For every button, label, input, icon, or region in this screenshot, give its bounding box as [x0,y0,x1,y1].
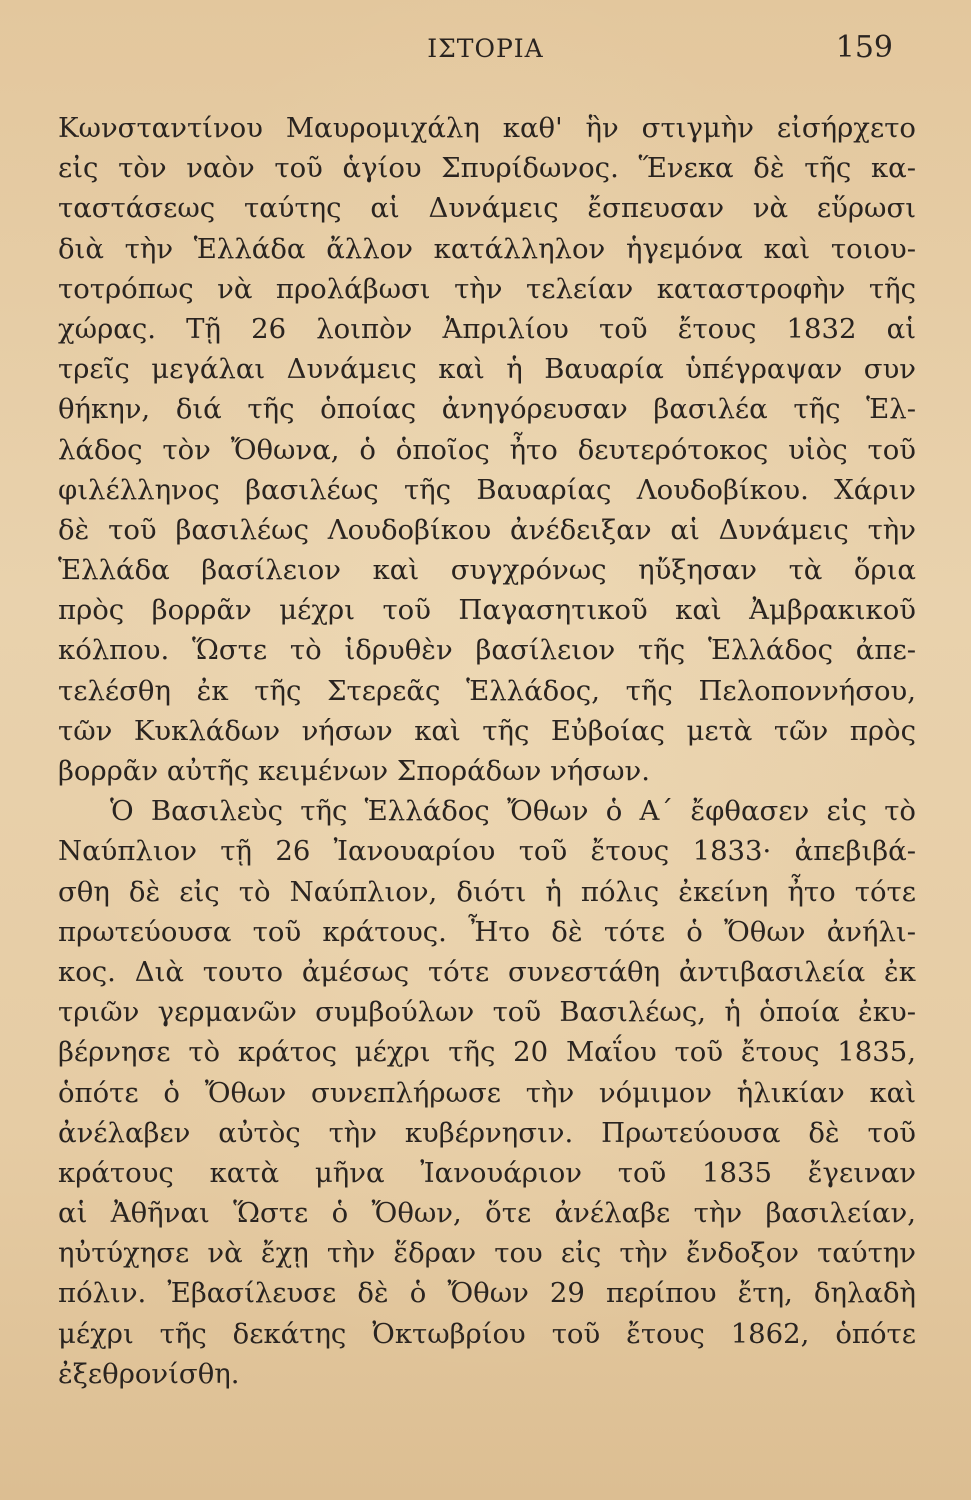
page-number: 159 [835,30,893,65]
text-line: πρωτεύουσα τοῦ κράτους. Ἦτο δὲ τότε ὁ Ὄθων ἀνήλι- [58,915,916,948]
text-line: αἱ Ἀθῆναι Ὥστε ὁ Ὄθων, ὅτε ἀνέλαβε τὴν βασιλείαν, [58,1197,916,1230]
text-line: χώρας. Τῇ 26 λοιπὸν Ἀπριλίου τοῦ ἔτους 1832 αἱ [58,312,916,345]
running-title: ΙΣΤΟΡΙΑ [427,34,544,63]
text-line: δὲ τοῦ βασιλέως Λουδοβίκου ἀνέδειξαν αἱ Δυνάμεις τὴν [58,513,916,546]
text-line: σθη δὲ εἰς τὸ Ναύπλιον, διότι ἡ πόλις ἐκείνη ἦτο τότε [58,875,916,908]
text-line: τρεῖς μεγάλαι Δυνάμεις καὶ ἡ Βαυαρία ὑπέγραψαν συν [58,353,916,386]
text-line: Κωνσταντίνου Μαυρομιχάλη καθ' ἣν στιγμὴν εἰσήρχετο [58,112,916,144]
text-line: ἀνέλαβεν αὐτὸς τὴν κυβέρνησιν. Πρωτεύουσα δὲ τοῦ [58,1116,916,1149]
text-line: θήκην, διά τῆς ὁποίας ἀνηγόρευσαν βασιλέα τῆς Ἑλ- [58,393,916,426]
text-line: μέχρι τῆς δεκάτης Ὀκτωβρίου τοῦ ἔτους 1862, ὁπότε [58,1317,916,1350]
text-line-paragraph-start: Ὁ Βασιλεὺς τῆς Ἑλλάδος Ὄθων ὁ Α΄ ἔφθασεν εἰς τὸ [110,795,916,828]
text-line: πρὸς βορρᾶν μέχρι τοῦ Παγασητικοῦ καὶ Ἀμβρακικοῦ [58,594,916,627]
text-line: Ναύπλιον τῇ 26 Ἰανουαρίου τοῦ ἔτους 1833· ἀπεβιβά- [58,835,916,868]
body-text [58,108,916,1394]
text-line: πόλιν. Ἐβασίλευσε δὲ ὁ Ὄθων 29 περίπου ἔτη, δηλαδὴ [58,1277,916,1310]
text-line: βέρνησε τὸ κράτος μέχρι τῆς 20 Μαΐου τοῦ ἔτους 1835, [58,1036,916,1069]
text-line: λάδος τὸν Ὄθωνα, ὁ ὁποῖος ἦτο δευτερότοκος υἱὸς τοῦ [58,433,916,466]
text-line-paragraph-end: ἐξεθρονίσθη. [58,1357,240,1390]
text-line: κόλπου. Ὥστε τὸ ἱδρυθὲν βασίλειον τῆς Ἑλλάδος ἀπε- [58,634,916,667]
page-header [0,30,971,70]
text-line: τῶν Κυκλάδων νήσων καὶ τῆς Εὐβοίας μετὰ τῶν πρὸς [58,714,916,747]
text-line: διὰ τὴν Ἑλλάδα ἄλλον κατάλληλον ἡγεμόνα καὶ τοιου- [58,232,916,265]
text-line: ὁπότε ὁ Ὄθων συνεπλήρωσε τὴν νόμιμον ἡλικίαν καὶ [58,1076,916,1109]
text-line: Ἑλλάδα βασίλειον καὶ συγχρόνως ηὔξησαν τὰ ὅρια [58,554,916,587]
text-line: φιλέλληνος βασιλέως τῆς Βαυαρίας Λουδοβίκου. Χάριν [58,473,916,506]
text-line: τριῶν γερμανῶν συμβούλων τοῦ Βασιλέως, ἡ ὁποία ἐκυ- [58,996,916,1029]
text-line: ηὐτύχησε νὰ ἔχῃ τὴν ἕδραν του εἰς τὴν ἔνδοξον ταύτην [58,1237,916,1270]
text-line: τοτρόπως νὰ προλάβωσι τὴν τελείαν καταστροφὴν τῆς [58,272,916,305]
text-line-paragraph-end: βορρᾶν αὐτῆς κειμένων Σποράδων νήσων. [58,755,650,787]
text-line: εἰς τὸν ναὸν τοῦ ἁγίου Σπυρίδωνος. Ἕνεκα δὲ τῆς κα- [58,152,916,185]
text-line: ταστάσεως ταύτης αἱ Δυνάμεις ἔσπευσαν νὰ εὕρωσι [58,192,916,225]
text-line: κος. Διὰ τουτο ἀμέσως τότε συνεστάθη ἀντιβασιλεία ἐκ [58,955,916,988]
text-line: τελέσθη ἐκ τῆς Στερεᾶς Ἑλλάδος, τῆς Πελοποννήσου, [58,674,916,707]
text-line: κράτους κατὰ μῆνα Ἰανουάριον τοῦ 1835 ἔγειναν [58,1156,916,1189]
